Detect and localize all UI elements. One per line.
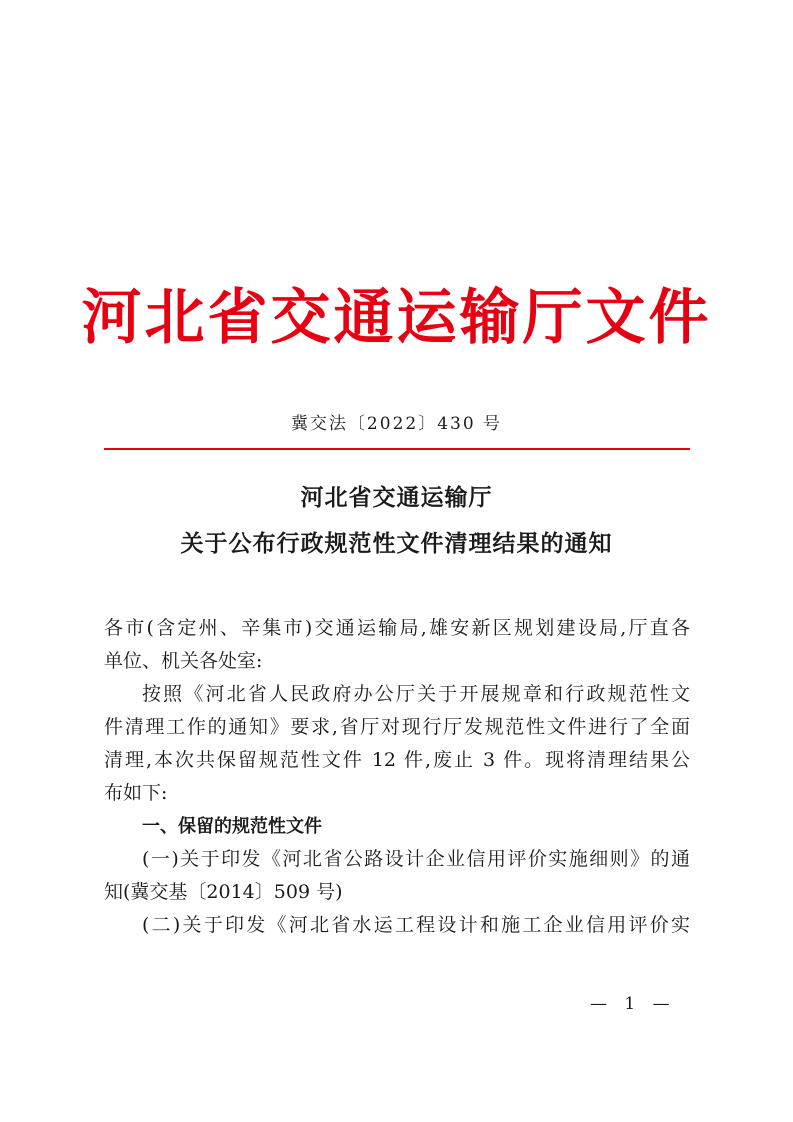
item2-line-1: (二)关于印发《河北省水运工程设计和施工企业信用评价实 bbox=[142, 914, 690, 936]
section-heading-retained: 一、保留的规范性文件 bbox=[142, 816, 322, 837]
document-masthead: 河北省交通运输厅文件 bbox=[81, 283, 712, 353]
page-number: — 1 — bbox=[590, 994, 676, 1014]
paragraph1-line-3: 清理,本次共保留规范性文件 12 件,废止 3 件。现将清理结果公 bbox=[104, 749, 690, 771]
salutation-line-2: 单位、机关各处室: bbox=[104, 650, 263, 672]
red-separator-line bbox=[104, 448, 690, 450]
document-body bbox=[104, 612, 690, 942]
item1-line-2: 知(冀交基〔2014〕509 号) bbox=[104, 881, 343, 903]
document-number: 冀交法〔2022〕430 号 bbox=[290, 414, 503, 434]
document-title-line-2: 关于公布行政规范性文件清理结果的通知 bbox=[180, 530, 613, 557]
item1-line-1: (一)关于印发《河北省公路设计企业信用评价实施细则》的通 bbox=[142, 848, 690, 870]
document-title-line-1: 河北省交通运输厅 bbox=[300, 484, 493, 511]
paragraph1-line-2: 件清理工作的通知》要求,省厅对现行厅发规范性文件进行了全面 bbox=[104, 716, 690, 738]
paragraph1-line-4: 布如下: bbox=[104, 782, 168, 804]
salutation-line-1: 各市(含定州、辛集市)交通运输局,雄安新区规划建设局,厅直各 bbox=[104, 617, 690, 639]
paragraph1-line-1: 按照《河北省人民政府办公厅关于开展规章和行政规范性文 bbox=[142, 683, 690, 705]
